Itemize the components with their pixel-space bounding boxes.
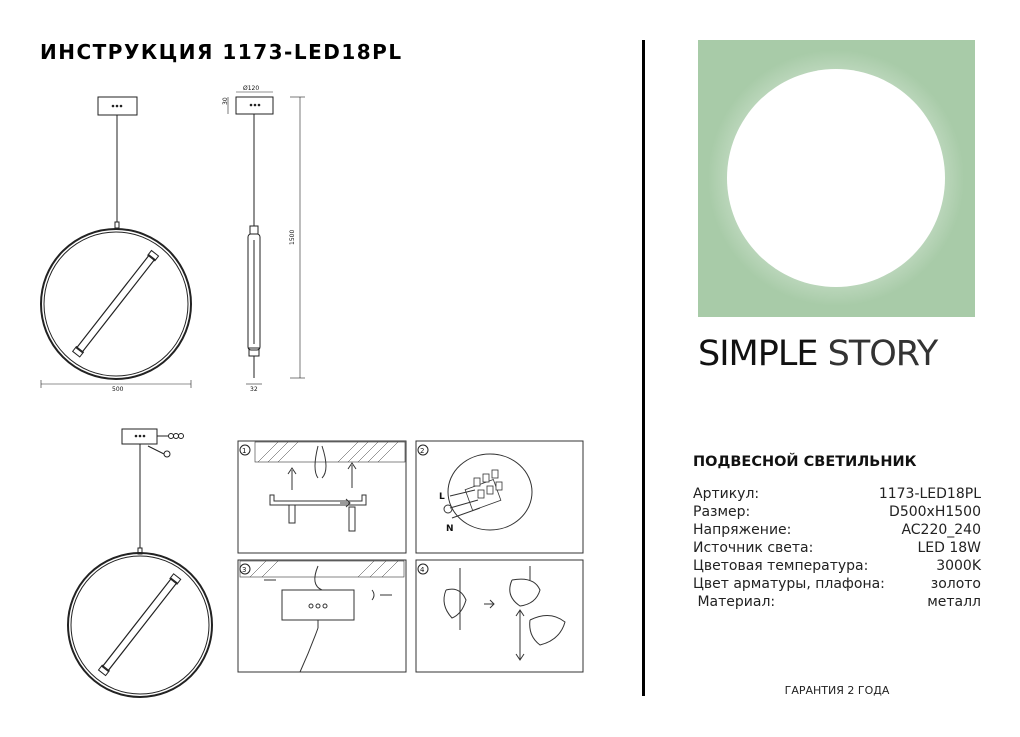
spec-row [693,558,981,576]
spec-row [693,522,981,540]
spec-value: 1173-LED18PL [878,486,981,502]
spec-label: Артикул: [693,486,760,502]
step-3-panel [238,560,406,672]
spec-label: Источник света: [693,540,814,556]
spec-value: 3000K [936,558,981,574]
spec-row [693,504,981,522]
spec-value: LED 18W [917,540,981,556]
spec-value: металл [927,594,981,610]
step-2-panel [416,441,583,553]
brand-logo [698,334,975,374]
step-3-number: 3 [242,566,247,574]
product-hero-image [698,40,975,317]
vertical-divider [642,40,645,696]
spec-label: Материал: [693,594,776,610]
spec-row [693,576,981,594]
wire-label-neutral: N [446,524,454,534]
brand-name-part-1: SIMPLE [698,334,818,374]
warranty-note: ГАРАНТИЯ 2 ГОДА [784,684,890,697]
spec-label: Цвет арматуры, плафона: [693,576,885,592]
step-1-panel [238,441,406,553]
step-2-number: 2 [420,447,425,455]
side-width-dimension: 32 [250,386,258,393]
spec-value: золото [930,576,981,592]
width-dimension: 500 [112,386,124,393]
step-4-panel [416,560,583,672]
spec-label: Размер: [693,504,751,520]
step-4-number: 4 [420,566,425,574]
spec-value: D500xH1500 [889,504,981,520]
spec-row [693,540,981,558]
step-1-number: 1 [242,447,247,455]
spec-row [693,594,981,612]
spec-label: Цветовая температура: [693,558,869,574]
spec-row [693,486,981,504]
spec-value: AC220_240 [901,522,981,538]
pendant-callout-drawing [68,429,212,697]
product-type-heading: ПОДВЕСНОЙ СВЕТИЛЬНИК [693,454,917,470]
canopy-diameter-dimension: Ø120 [243,85,260,92]
page-title: ИНСТРУКЦИЯ 1173-LED18PL [40,40,403,64]
canopy-height-dimension: 30 [222,97,229,105]
wire-label-live: L [439,492,445,502]
brand-name-part-2: STORY [827,334,938,374]
spec-label: Напряжение: [693,522,792,538]
height-dimension: 1500 [289,229,296,245]
front-view-drawing [41,97,191,388]
spec-list [693,486,981,612]
